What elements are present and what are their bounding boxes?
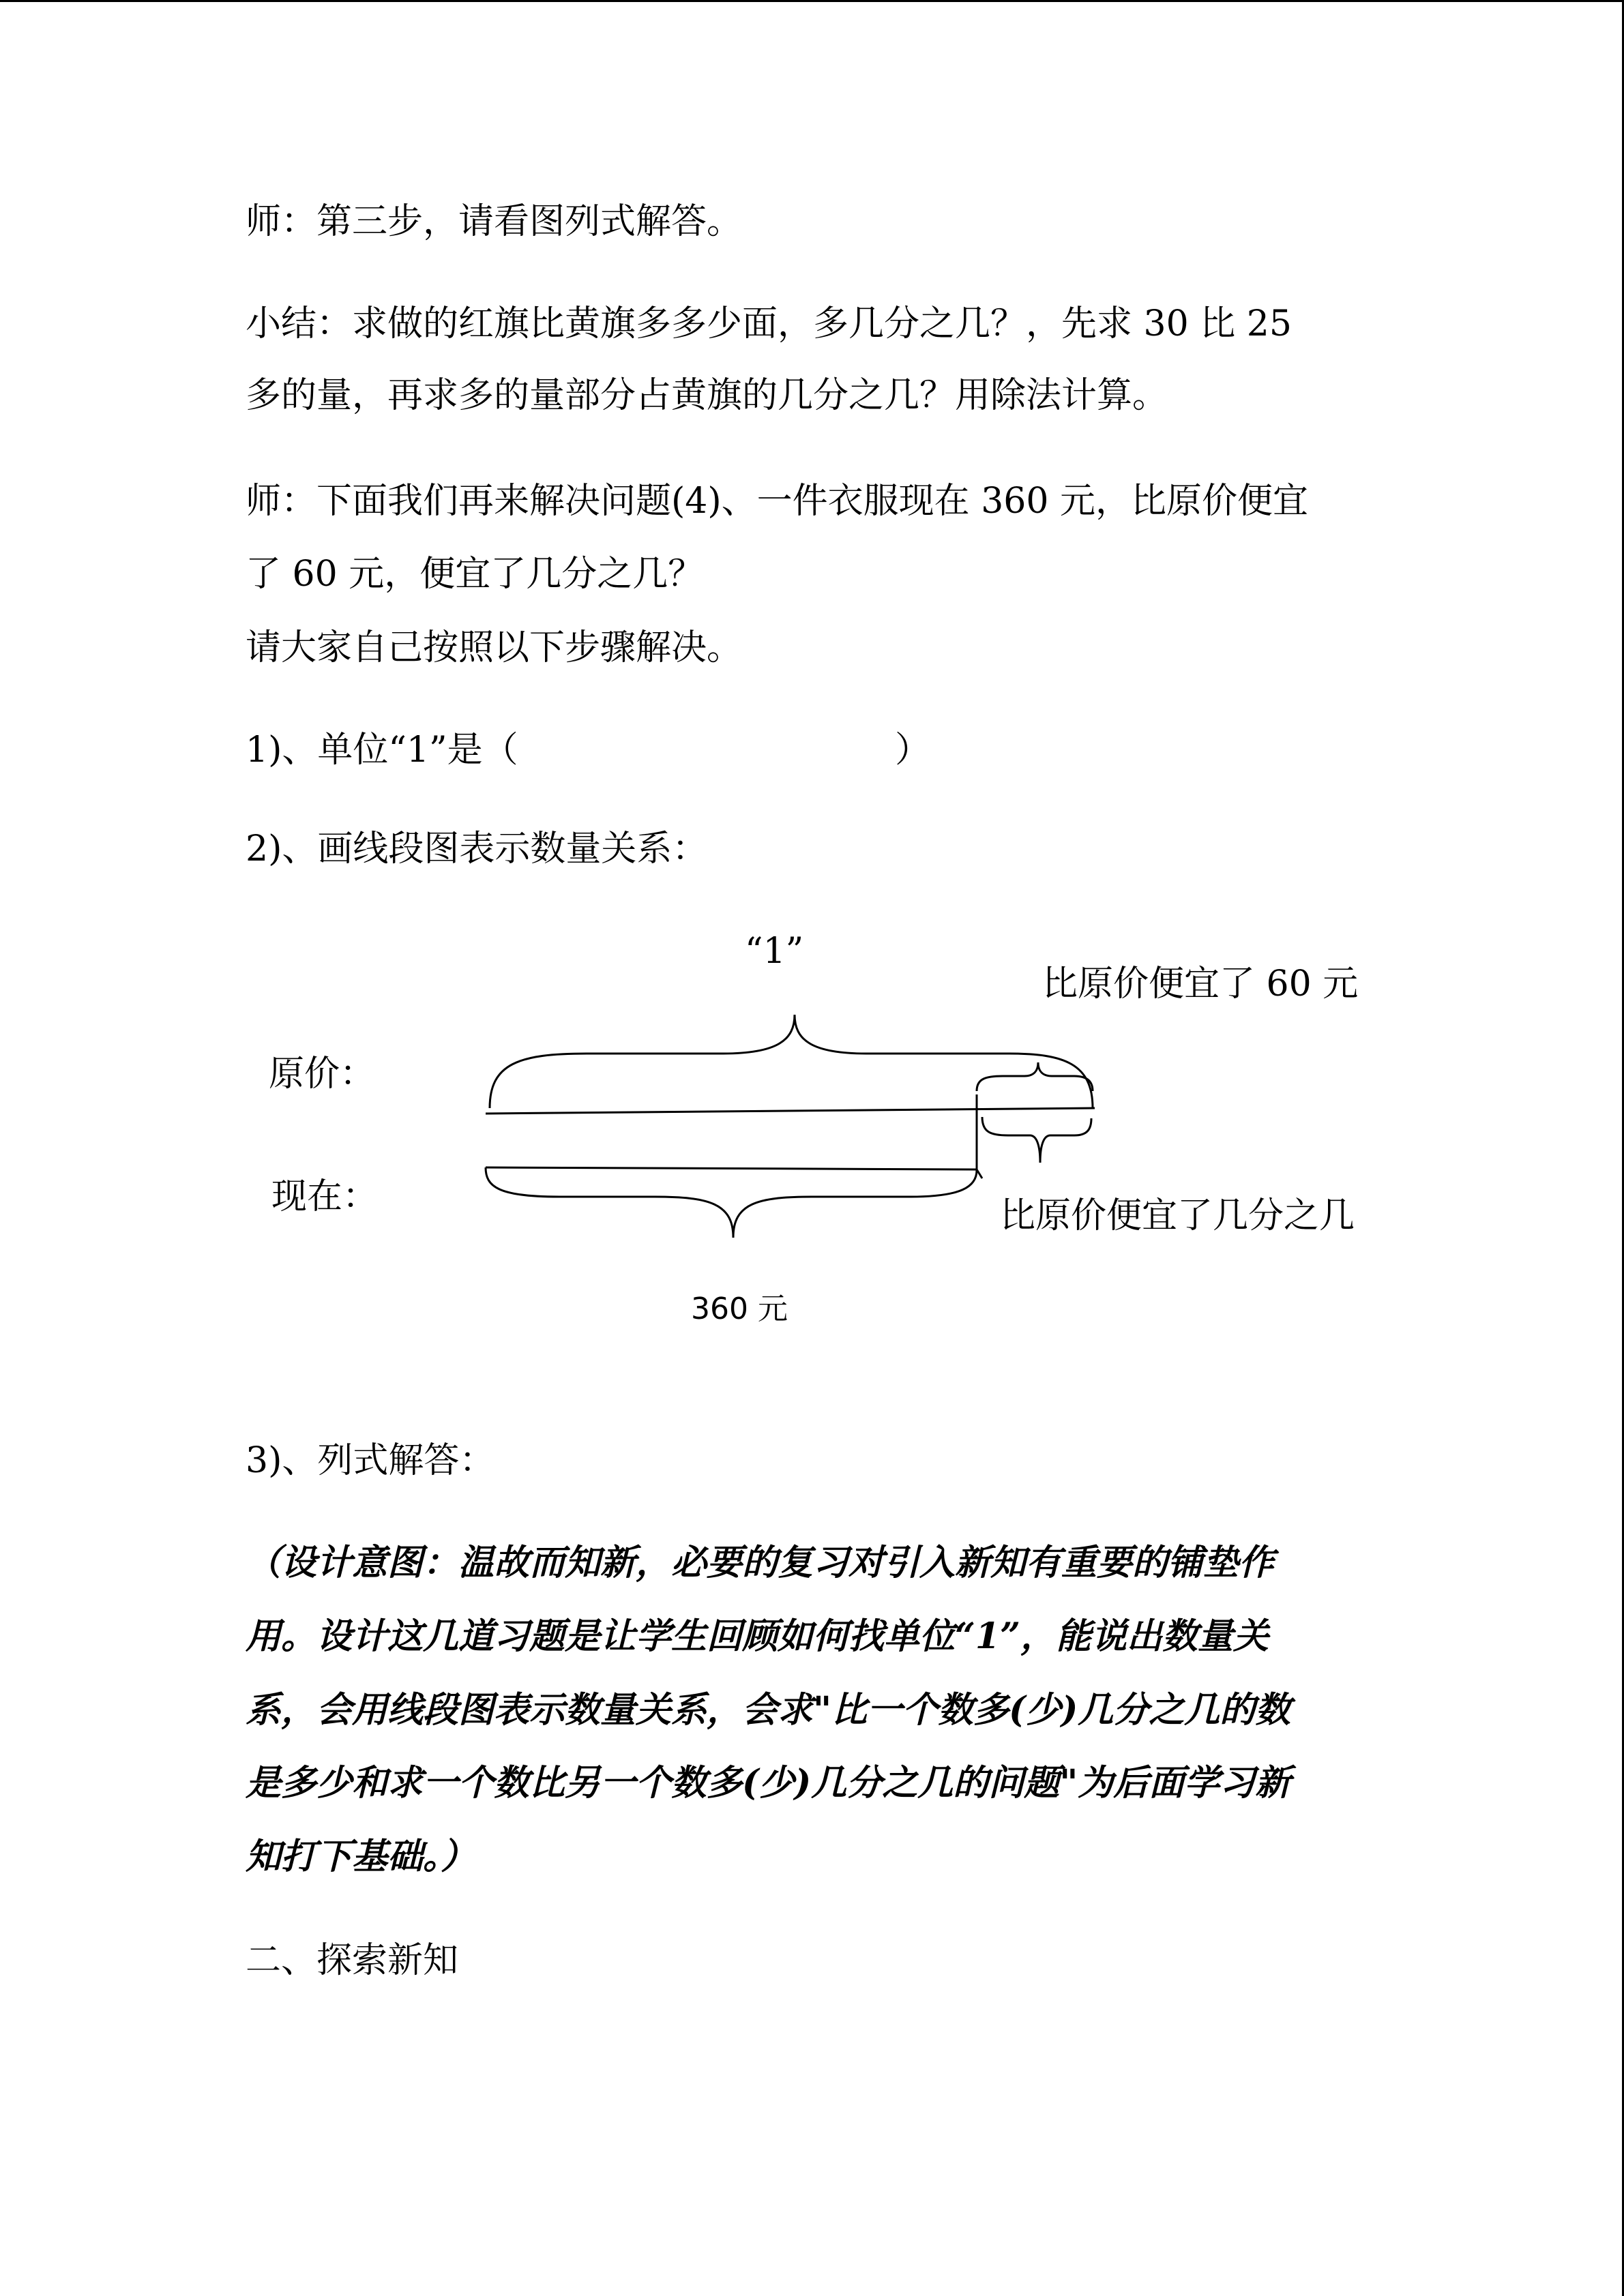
design-intent-line-2: 用。设计这几道习题是让学生回顾如何找单位“1”，能说出数量关 xyxy=(246,1615,1269,1657)
step-3-text: 3)、列式解答： xyxy=(246,1440,495,1481)
design-intent-line-5: 知打下基础。） xyxy=(246,1836,477,1877)
design-intent-line-3: 系，会用线段图表示数量关系，会求"比一个数多(少)几分之几的数 xyxy=(246,1689,1291,1731)
teacher-problem-line-1: 师：下面我们再来解决问题(4)、一件衣服现在 360 元，比原价便宜 xyxy=(246,481,1308,522)
current-price-brace xyxy=(486,1167,977,1238)
original-price-line xyxy=(486,1108,1095,1114)
current-value-label: 360 元 xyxy=(691,1292,788,1326)
unit-one-label: “1” xyxy=(745,931,804,972)
design-intent-line-4: 是多少和求一个数比另一个数多(少)几分之几的问题"为后面学习新 xyxy=(246,1762,1291,1804)
cheaper-fraction-label: 比原价便宜了几分之几 xyxy=(1000,1195,1355,1236)
teacher-problem-line-2: 了 60 元，便宜了几分之几？ xyxy=(246,554,704,595)
unit-one-brace xyxy=(490,1015,1093,1108)
step-1-close-paren: ） xyxy=(895,730,931,771)
teacher-step3-text: 师：第三步，请看图列式解答。 xyxy=(246,201,743,242)
summary-line-1: 小结：求做的红旗比黄旗多多少面，多几分之几？，先求 30 比 25 xyxy=(246,303,1292,344)
cheaper-amount-label: 比原价便宜了 60 元 xyxy=(1042,964,1359,1004)
step-2-text: 2)、画线段图表示数量关系： xyxy=(246,829,708,869)
step-1-text: 1)、单位“1”是（ xyxy=(246,730,518,771)
current-price-line xyxy=(486,1167,977,1169)
section-heading: 二、探索新知 xyxy=(246,1940,459,1981)
instructions-text: 请大家自己按照以下步骤解决。 xyxy=(246,627,743,668)
summary-line-2: 多的量，再求多的量部分占黄旗的几分之几？用除法计算。 xyxy=(246,375,1168,416)
design-intent-line-1: （设计意图：温故而知新，必要的复习对引入新知有重要的铺垫作 xyxy=(246,1542,1275,1583)
original-price-label: 原价： xyxy=(269,1054,376,1094)
difference-bottom-brace xyxy=(982,1117,1091,1163)
current-price-label: 现在： xyxy=(271,1176,379,1217)
